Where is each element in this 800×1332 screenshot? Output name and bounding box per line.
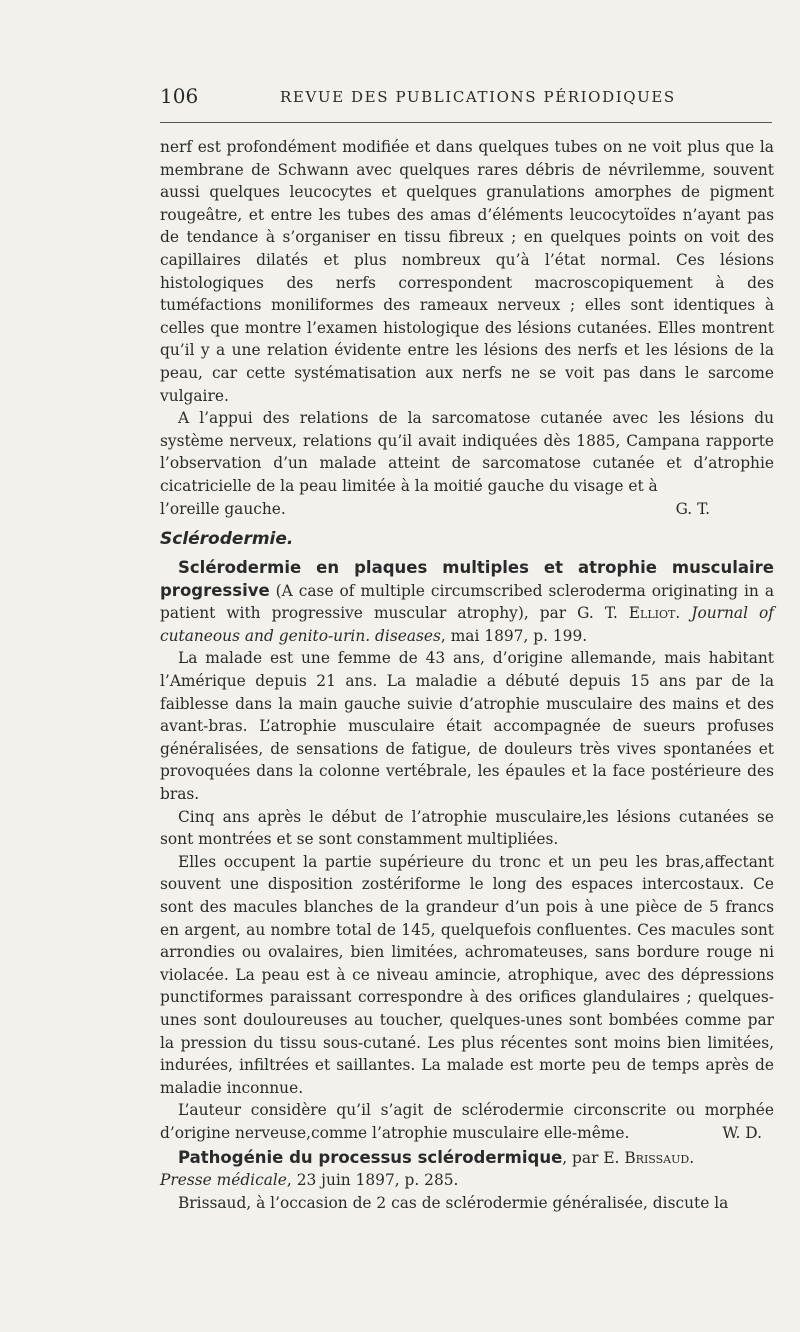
running-head: REVUE DES PUBLICATIONS PÉRIODIQUES xyxy=(280,88,676,106)
author-name: Brissaud xyxy=(624,1148,690,1167)
paragraph: L’auteur considère qu’il s’agit de sclérodermie circonscrite ou morphée d’origine nerveuse,comme l’atrophie musculaire elle-même. W. D. xyxy=(160,1099,774,1144)
page-header xyxy=(160,84,776,114)
journal-name: Journal of cutaneous and genito-urin. diseases xyxy=(160,604,774,645)
paragraph: Brissaud, à l’occasion de 2 cas de sclérodermie généralisée, discute la xyxy=(178,1193,729,1212)
header-rule xyxy=(160,122,772,123)
section-title: Sclérodermie. xyxy=(160,529,294,550)
article-title: Sclérodermie en plaques multiples et atrophie musculaire progressive xyxy=(160,558,774,600)
page-body xyxy=(160,136,774,1214)
article-title: Pathogénie du processus sclérodermique xyxy=(178,1147,563,1167)
journal-name: Presse médicale xyxy=(160,1171,287,1190)
paragraph-end: l’oreille gauche. G. T. xyxy=(160,498,774,521)
paragraph: La malade est une femme de 43 ans, d’origine allemande, mais habitant l’Amérique depuis 21 ans. La maladie a débuté depuis 15 ans par de la faiblesse dans la main gauche suivie d’atrophie musculaire des mains et des avant-bras. L’atrophie musculaire était accompagnée de sueurs profuses généralisées, de sensations de fatigue, de douleurs très vives spontanées et provoquées dans la colonne vertébrale, les épaules et la face postérieure des bras. xyxy=(160,649,774,804)
author-name: Elliot xyxy=(628,604,676,623)
article-reference: Sclérodermie en plaques multiples et atrophie musculaire progressive (A case of multiple circumscribed scleroderma originating in a patient with progressive muscular atrophy), par G. T. Elliot. Journal of cutaneous and genito-urin. diseases, mai 1897, p. 199. xyxy=(160,558,774,645)
paragraph: Cinq ans après le début de l’atrophie musculaire,les lésions cutanées se sont montrées et se sont constamment multipliées. xyxy=(160,807,774,849)
paragraph: Elles occupent la partie supérieure du tronc et un peu les bras,affectant souvent une disposition zostériforme le long des espaces intercostaux. Ce sont des macules blanches de la grandeur d’un pois à une pièce de 5 francs en argent, au nombre total de 145, quelquefois confluentes. Ces macules sont arrondies ou ovalaires, bien limitées, achromateuses, sans bordure rouge ni violacée. La peau est à ce niveau amincie, atrophique, avec des dépressions punctiformes paraissant correspondre à des orifices glandulaires ; quelques-unes sont douloureuses au toucher, quelques-unes sont bombées comme par la pression du tissu sous-cutané. Les plus récentes sont moins bien limitées, indurées, infiltrées et saillantes. La malade est morte peu de temps après de maladie inconnue. xyxy=(160,852,774,1097)
article-reference: Pathogénie du processus sclérodermique, par E. Brissaud. Presse médicale, 23 juin 1897, p. 285. xyxy=(160,1147,695,1190)
signature: W. D. xyxy=(722,1123,762,1142)
paragraph: A l’appui des relations de la sarcomatose cutanée avec les lésions du système nerveux, relations qu’il avait indiquées dès 1885, Campana rapporte l’observation d’un malade atteint de sarcomatose cutanée et d’atrophie cicatricielle de la peau limitée à la moitié gauche du visage et à xyxy=(160,409,774,495)
page-number: 106 xyxy=(160,84,199,108)
paragraph: nerf est profondément modifiée et dans quelques tubes on ne voit plus que la membrane de Schwann avec quelques rares débris de névrilemme, souvent aussi quelques leucocytes et quelques granulations amorphes de pigment rougeâtre, et entre les tubes des amas d’éléments leucocytoïdes n’ayant pas de tendance à s’organiser en tissu fibreux ; en quelques points on voit des capillaires dilatés et plus nombreux qu’à l’état normal. Ces lésions histologiques des nerfs correspondent macroscopiquement à des tuméfactions moniliformes des rameaux nerveux ; elles sont identiques à celles que montre l’examen histologique des lésions cutanées. Elles montrent qu’il y a une relation évidente entre les lésions des nerfs et les lésions de la peau, car cette systématisation aux nerfs ne se voit pas dans le sarcome vulgaire. xyxy=(160,138,774,405)
signature: G. T. xyxy=(675,499,710,518)
